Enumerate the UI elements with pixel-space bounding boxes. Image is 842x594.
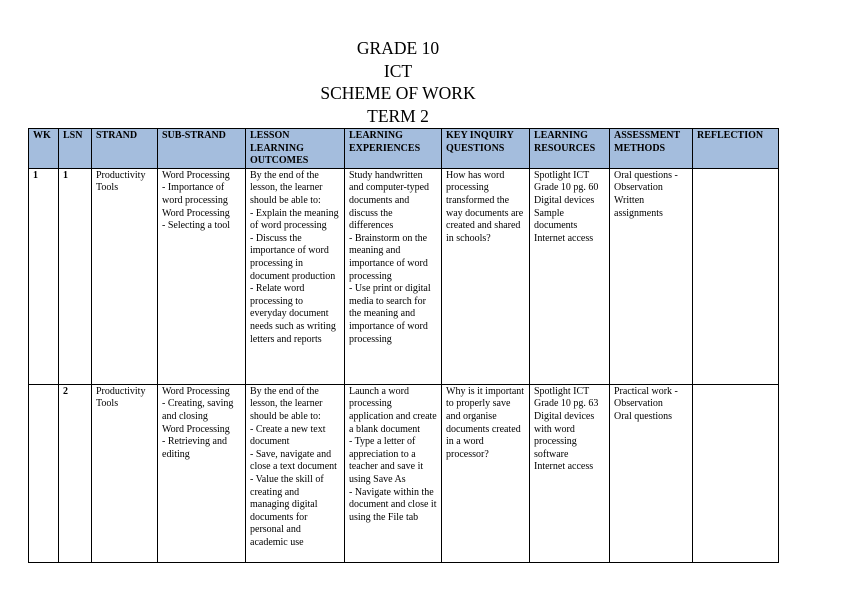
- assessment-line: Oral questions: [614, 410, 673, 422]
- experience-line: - Brainstorm on the meaning and importance of word processing: [349, 232, 428, 282]
- header-wk: WK: [29, 129, 59, 169]
- header-experiences: LEARNING EXPERIENCES: [345, 129, 442, 169]
- cell-assessment: [610, 168, 693, 384]
- sub-strand-line: - Creating, saving and closing: [162, 398, 234, 422]
- table-row: [29, 384, 779, 562]
- cell-reflection: [693, 384, 779, 562]
- title-grade: GRADE 10: [356, 38, 440, 58]
- cell-reflection: [693, 168, 779, 384]
- outcome-line: By the end of the lesson, the learner should be able to:: [250, 385, 323, 422]
- experience-line: - Use print or digital media to search for the meaning and importance of word processing: [349, 283, 431, 345]
- cell-outcomes: [246, 168, 345, 384]
- header-resources: LEARNING RESOURCES: [530, 129, 610, 169]
- cell-strand: Productivity Tools: [92, 168, 158, 384]
- cell-lsn: 2: [59, 384, 92, 562]
- experience-line: Study handwritten and computer-typed documents and discuss the differences: [349, 169, 430, 232]
- document-title: [0, 37, 796, 127]
- cell-sub-strand: [158, 168, 246, 384]
- sub-strand-line: Word Processing: [162, 423, 230, 435]
- assessment-line: Oral questions -: [614, 169, 678, 181]
- cell-experiences: [345, 168, 442, 384]
- outcome-line: - Create a new text document: [250, 423, 326, 448]
- assessment-line: Written assignments: [614, 194, 663, 219]
- outcome-line: - Save, navigate and close a text document: [250, 448, 337, 473]
- resource-line: Internet access: [534, 232, 594, 244]
- outcome-line: - Value the skill of creating and managing digital documents for personal and academic use: [250, 473, 324, 548]
- cell-wk: [29, 384, 59, 562]
- outcome-line: - Discuss the importance of word processing in document production: [250, 232, 336, 282]
- experience-line: Launch a word processing application and create a blank document: [349, 385, 437, 435]
- cell-questions: [442, 384, 530, 562]
- cell-sub-strand: [158, 384, 246, 562]
- resource-line: Digital devices: [534, 194, 595, 206]
- sub-strand-line: - Importance of word processing: [162, 182, 228, 206]
- header-reflection: REFLECTION: [693, 129, 779, 169]
- cell-experiences: [345, 384, 442, 562]
- sub-strand-line: - Retrieving and editing: [162, 436, 227, 460]
- assessment-line: Practical work -: [614, 385, 678, 397]
- cell-strand: Productivity Tools: [92, 384, 158, 562]
- resource-line: Spotlight ICT Grade 10 pg. 60: [534, 169, 599, 194]
- title-term: TERM 2: [367, 105, 429, 126]
- outcome-line: By the end of the lesson, the learner should be able to:: [250, 169, 323, 206]
- cell-wk: 1: [29, 168, 59, 384]
- title-scheme: SCHEME OF WORK: [320, 83, 476, 103]
- cell-questions: [442, 168, 530, 384]
- assessment-line: Observation: [614, 398, 663, 410]
- outcome-line: - Explain the meaning of word processing: [250, 207, 339, 232]
- header-lsn: LSN: [59, 129, 92, 169]
- assessment-line: Observation: [614, 182, 663, 194]
- cell-lsn: 1: [59, 168, 92, 384]
- cell-resources: [530, 384, 610, 562]
- table-header-row: [29, 129, 779, 169]
- sub-strand-line: Word Processing: [162, 169, 230, 181]
- experience-line: - Type a letter of appreciation to a teacher and save it using Save As: [349, 436, 424, 485]
- header-outcomes: LESSON LEARNING OUTCOMES: [246, 129, 345, 169]
- question-line: How has word processing transformed the way documents are created and shared in schools?: [446, 169, 524, 244]
- outcome-line: - Relate word processing to everyday document needs such as writing letters and reports: [250, 283, 336, 345]
- sub-strand-line: - Selecting a tool: [162, 220, 231, 232]
- resource-line: Internet access: [534, 461, 594, 473]
- header-questions: KEY INQUIRY QUESTIONS: [442, 129, 530, 169]
- resource-line: Spotlight ICT Grade 10 pg. 63: [534, 385, 599, 410]
- question-line: Why is it important to properly save and organise documents created in a word processor?: [446, 385, 525, 460]
- table-row: [29, 168, 779, 384]
- resource-line: Digital devices with word processing software: [534, 410, 595, 460]
- title-subject: ICT: [383, 60, 413, 81]
- experience-line: - Navigate within the document and close it using the File tab: [349, 486, 437, 523]
- header-assessment: ASSESSMENT METHODS: [610, 129, 693, 169]
- scheme-of-work-table: [28, 128, 779, 563]
- resource-line: Sample documents: [534, 207, 578, 232]
- sub-strand-line: Word Processing: [162, 385, 230, 397]
- header-sub-strand: SUB-STRAND: [158, 129, 246, 169]
- cell-resources: [530, 168, 610, 384]
- header-strand: STRAND: [92, 129, 158, 169]
- cell-outcomes: [246, 384, 345, 562]
- cell-assessment: [610, 384, 693, 562]
- sub-strand-line: Word Processing: [162, 207, 230, 219]
